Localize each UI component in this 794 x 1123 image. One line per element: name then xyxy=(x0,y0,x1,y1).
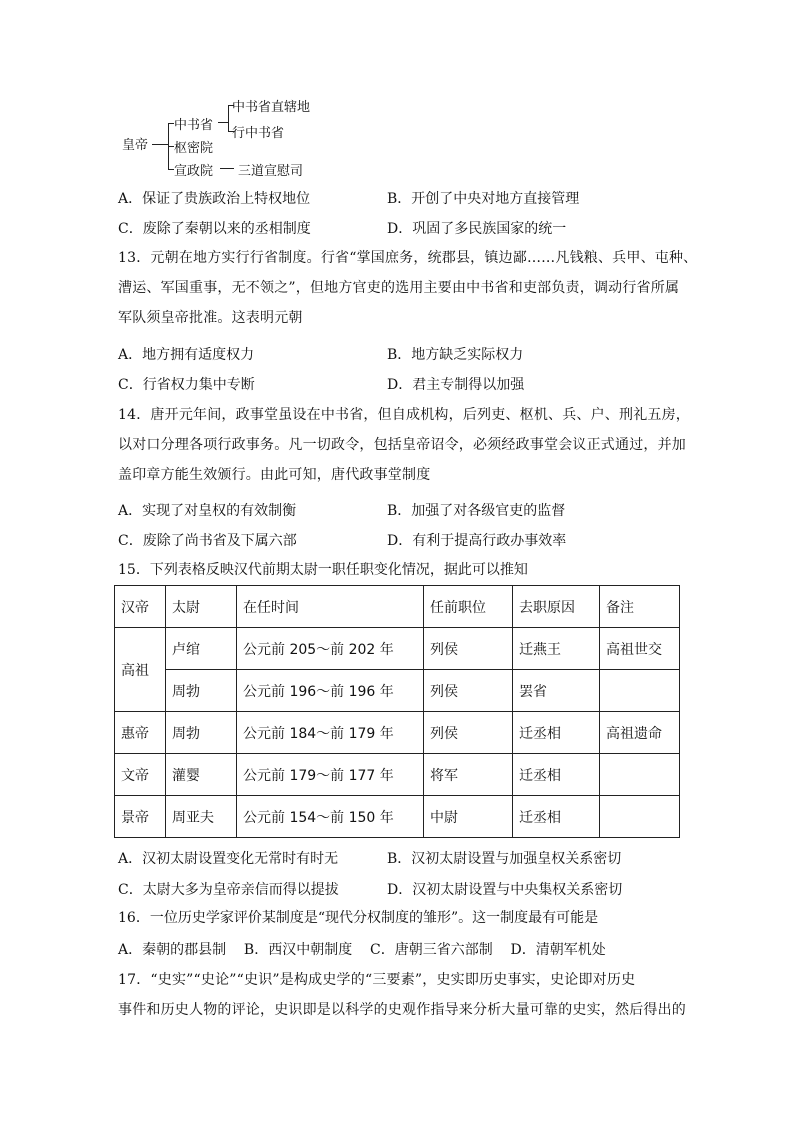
table-cell: 迁燕王 xyxy=(513,628,600,670)
table-cell: 迁丞相 xyxy=(513,712,600,754)
connector-line xyxy=(228,105,229,131)
table-row xyxy=(115,754,680,796)
table-cell: 周勃 xyxy=(166,712,237,754)
table-cell: 高祖世交 xyxy=(600,628,680,670)
q12-option-c: C．废除了秦朝以来的丞相制度 xyxy=(118,221,311,237)
xingsheng-label: 行中书省 xyxy=(232,126,285,141)
table-cell: 周勃 xyxy=(166,670,237,712)
government-structure-diagram xyxy=(118,96,338,180)
q15-option-b: B．汉初太尉设置与加强皇权关系密切 xyxy=(387,851,622,867)
connector-line xyxy=(152,144,168,145)
table-cell-emperor: 惠帝 xyxy=(115,712,166,754)
table-cell: 公元前 205～前 202 年 xyxy=(237,628,424,670)
q13-option-d: D．君主专制得以加强 xyxy=(387,377,525,393)
q14-option-c: C．废除了尚书省及下属六部 xyxy=(118,533,297,549)
table-cell: 中尉 xyxy=(424,796,513,838)
q15-stem: 15．下列表格反映汉代前期太尉一职任职变化情况，据此可以推知 xyxy=(118,562,528,578)
xuanweisi-label: 三道宣慰司 xyxy=(238,164,304,179)
table-row xyxy=(115,796,680,838)
table-cell xyxy=(600,796,680,838)
q13-stem-line: 军队须皇帝批准。这表明元朝 xyxy=(118,310,303,326)
table-header-cell: 太尉 xyxy=(166,586,237,628)
q14-stem-line: 以对口分理各项行政事务。凡一切政令，包括皇帝诏令，必须经政事堂会议正式通过，并加 xyxy=(118,437,686,453)
table-cell-emperor: 景帝 xyxy=(115,796,166,838)
q13-option-a: A．地方拥有适度权力 xyxy=(118,347,255,363)
q17-stem-line: 17．“史实”“史论”“史识”是构成史学的“三要素”，史实即历史事实，史论即对历史 xyxy=(118,972,636,988)
table-header-cell: 备注 xyxy=(600,586,680,628)
table-cell: 灌婴 xyxy=(166,754,237,796)
table-cell: 公元前 179～前 177 年 xyxy=(237,754,424,796)
direct-territory-label: 中书省直辖地 xyxy=(232,100,311,115)
table-cell: 高祖遗命 xyxy=(600,712,680,754)
q12-option-d: D．巩固了多民族国家的统一 xyxy=(387,221,567,237)
q15-option-d: D．汉初太尉设置与中央集权关系密切 xyxy=(387,882,623,898)
q12-option-b: B．开创了中央对地方直接管理 xyxy=(387,191,580,207)
q17-stem-line: 事件和历史人物的评论，史识即是以科学的史观作指导来分析大量可靠的史实，然后得出的 xyxy=(118,1002,686,1018)
zhongshusheng-label: 中书省 xyxy=(174,118,214,133)
table-cell: 卢绾 xyxy=(166,628,237,670)
table-row xyxy=(115,628,680,670)
q14-stem xyxy=(118,400,691,490)
q12-option-a: A．保证了贵族政治上特权地位 xyxy=(118,191,311,207)
table-cell: 列侯 xyxy=(424,628,513,670)
q14-stem-line: 盖印章方能生效颁行。由此可知，唐代政事堂制度 xyxy=(118,467,431,483)
q13-stem-line: 漕运、军国重事，无不领之”，但地方官吏的选用主要由中书省和吏部负责，调动行省所属 xyxy=(118,280,680,296)
table-cell-emperor: 文帝 xyxy=(115,754,166,796)
table-row xyxy=(115,670,680,712)
table-cell-emperor: 高祖 xyxy=(115,628,166,712)
table-header-cell: 去职原因 xyxy=(513,586,600,628)
table-cell xyxy=(600,754,680,796)
table-header-cell: 汉帝 xyxy=(115,586,166,628)
table-header-cell: 任前职位 xyxy=(424,586,513,628)
emperor-label: 皇帝 xyxy=(122,138,149,153)
table-cell: 列侯 xyxy=(424,670,513,712)
shumiyuan-label: 枢密院 xyxy=(174,141,214,156)
table-cell xyxy=(600,670,680,712)
table-cell: 迁丞相 xyxy=(513,754,600,796)
table-cell: 列侯 xyxy=(424,712,513,754)
q16-stem: 16．一位历史学家评价某制度是“现代分权制度的雏形”。这一制度最有可能是 xyxy=(118,910,599,926)
q13-stem-line: 13．元朝在地方实行行省制度。行省“掌国庶务，统郡县，镇边鄙……凡钱粮、兵甲、屯种、 xyxy=(118,250,698,266)
xuanzhengyuan-label: 宣政院 xyxy=(174,164,214,179)
table-cell: 公元前 154～前 150 年 xyxy=(237,796,424,838)
q14-option-a: A．实现了对皇权的有效制衡 xyxy=(118,503,297,519)
table-cell: 公元前 196～前 196 年 xyxy=(237,670,424,712)
connector-line xyxy=(218,122,228,123)
q13-option-b: B．地方缺乏实际权力 xyxy=(387,347,524,363)
table-cell: 罢省 xyxy=(513,670,600,712)
table-cell: 周亚夫 xyxy=(166,796,237,838)
connector-line xyxy=(220,168,234,169)
q14-option-b: B．加强了对各级官吏的监督 xyxy=(387,503,566,519)
q13-option-c: C．行省权力集中专断 xyxy=(118,377,255,393)
q13-stem xyxy=(118,243,698,333)
table-header-row xyxy=(115,586,680,628)
table-cell: 将军 xyxy=(424,754,513,796)
q15-option-a: A．汉初太尉设置变化无常时有时无 xyxy=(118,851,339,867)
q16-options: A．秦朝的郡县制 B．西汉中朝制度 C．唐朝三省六部制 D．清朝军机处 xyxy=(118,942,606,958)
q14-option-d: D．有利于提高行政办事效率 xyxy=(387,533,567,549)
q14-stem-line: 14．唐开元年间，政事堂虽设在中书省，但自成机构，后列吏、枢机、兵、户、刑礼五房， xyxy=(118,407,691,423)
q15-option-c: C．太尉大多为皇帝亲信而得以提拔 xyxy=(118,882,339,898)
table-cell: 迁丞相 xyxy=(513,796,600,838)
table-row xyxy=(115,712,680,754)
table-cell: 公元前 184～前 179 年 xyxy=(237,712,424,754)
table-header-cell: 在任时间 xyxy=(237,586,424,628)
taiwei-table xyxy=(114,585,680,838)
q17-stem xyxy=(118,965,684,1025)
